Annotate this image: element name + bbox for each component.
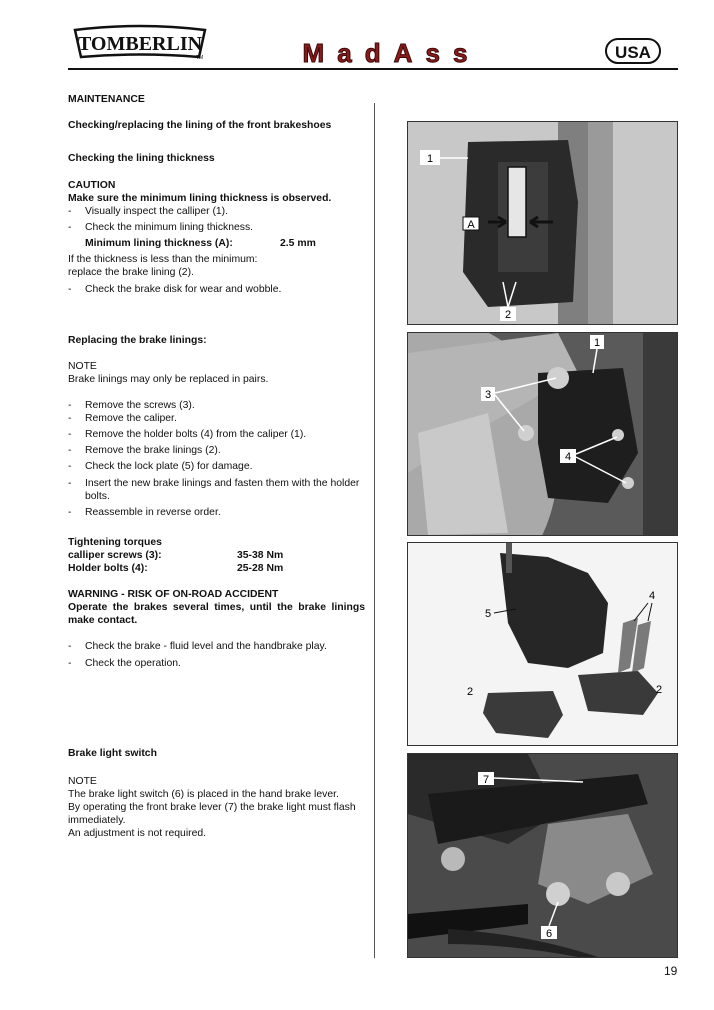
list-item: Reassemble in reverse order. [85, 507, 221, 518]
list-item: Check the brake - fluid level and the handbrake play. [85, 641, 327, 652]
caution-label: CAUTION [68, 180, 116, 191]
list-item-continuation: bolts. [85, 491, 110, 502]
warning-text: make contact. [68, 615, 138, 626]
svg-text:TOMBERLIN: TOMBERLIN [77, 33, 203, 55]
section-title: MAINTENANCE [68, 94, 145, 105]
header-rule [68, 68, 678, 70]
model-logo [300, 38, 470, 66]
list-dash: - [68, 507, 72, 518]
list-dash: - [68, 445, 72, 456]
list-item: Check the brake disk for wear and wobble. [85, 284, 282, 295]
paragraph-line: replace the brake lining (2). [68, 267, 194, 278]
list-dash: - [68, 658, 72, 669]
list-dash: - [68, 429, 72, 440]
list-dash: - [68, 461, 72, 472]
trademark-mark: TM [196, 55, 204, 61]
list-dash: - [68, 641, 72, 652]
heading-lining-thickness: Checking the lining thickness [68, 153, 215, 164]
list-item: Remove the brake linings (2). [85, 445, 221, 456]
caution-text: Make sure the minimum lining thickness is observed. [68, 193, 332, 204]
paragraph-line: By operating the front brake lever (7) the brake light must flash [68, 802, 356, 813]
region-badge: USA [605, 38, 661, 64]
photo-caliper-mounted [407, 332, 678, 536]
list-dash: - [68, 222, 72, 233]
callout-1: 1 [426, 153, 434, 165]
callout-4: 4 [648, 590, 656, 602]
list-dash: - [68, 478, 72, 489]
photo-caliper-parts [407, 542, 678, 746]
paragraph-line: immediately. [68, 815, 126, 826]
note-text: Brake linings may only be replaced in pairs. [68, 374, 269, 385]
heading-replacing: Replacing the brake linings: [68, 335, 207, 346]
page-number: 19 [664, 964, 678, 978]
callout-1: 1 [593, 337, 601, 349]
list-item: Remove the screws (3). [85, 400, 195, 411]
torque-value: 25-28 Nm [237, 563, 284, 574]
callout-2: 2 [504, 309, 512, 321]
subsection-title: Checking/replacing the lining of the front brakeshoes [68, 120, 332, 131]
heading-torques: Tightening torques [68, 537, 162, 548]
list-item: Check the minimum lining thickness. [85, 222, 254, 233]
note-label: NOTE [68, 776, 97, 787]
list-item: Remove the holder bolts (4) from the caliper (1). [85, 429, 307, 440]
list-dash: - [68, 284, 72, 295]
warning-heading: WARNING - RISK OF ON-ROAD ACCIDENT [68, 589, 279, 600]
brand-logo [71, 24, 209, 60]
list-item: Check the operation. [85, 658, 181, 669]
warning-text: Operate the brakes several times, until the brake linings [68, 602, 365, 613]
torque-label: calliper screws (3): [68, 550, 162, 561]
photo-brake-light-switch [407, 753, 678, 958]
list-item: Check the lock plate (5) for damage. [85, 461, 253, 472]
note-label: NOTE [68, 361, 97, 372]
paragraph-line: If the thickness is less than the minimum: [68, 254, 258, 265]
callout-4: 4 [564, 451, 572, 463]
list-item: Remove the caliper. [85, 413, 177, 424]
min-thickness-value: 2.5 mm [280, 238, 316, 249]
torque-label: Holder bolts (4): [68, 563, 148, 574]
paragraph-line: An adjustment is not required. [68, 828, 207, 839]
list-dash: - [68, 413, 72, 424]
callout-7: 7 [482, 774, 490, 786]
svg-text:MadAss: MadAss [302, 38, 468, 66]
min-thickness-label: Minimum lining thickness (A): [85, 238, 233, 249]
callout-3: 3 [484, 389, 492, 401]
heading-light-switch: Brake light switch [68, 748, 157, 759]
list-item: Insert the new brake linings and fasten them with the holder [85, 478, 360, 489]
column-divider [374, 103, 375, 958]
callout-A: A [467, 219, 475, 231]
paragraph-line: The brake light switch (6) is placed in the hand brake lever. [68, 789, 339, 800]
callout-5: 5 [484, 608, 492, 620]
callout-2: 2 [655, 684, 663, 696]
list-item: Visually inspect the calliper (1). [85, 206, 229, 217]
photo-caliper-lining [407, 121, 678, 325]
callout-2: 2 [466, 686, 474, 698]
callout-6: 6 [545, 928, 553, 940]
list-dash: - [68, 206, 72, 217]
list-dash: - [68, 400, 72, 411]
torque-value: 35-38 Nm [237, 550, 284, 561]
